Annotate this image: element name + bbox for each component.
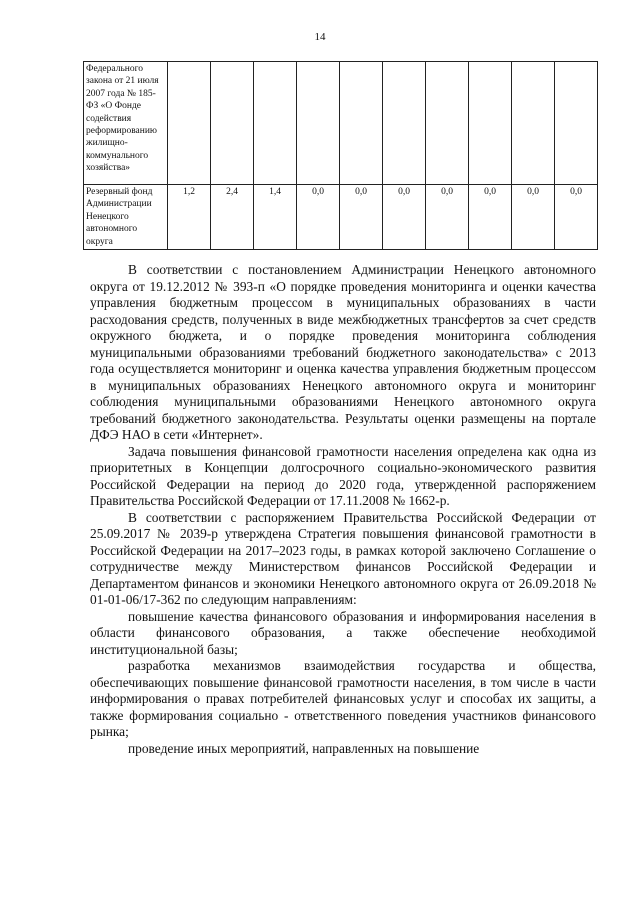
table-cell: [254, 62, 297, 185]
table-cell: [469, 62, 512, 185]
table-cell: 1,4: [254, 185, 297, 250]
table-cell: 0,0: [469, 185, 512, 250]
body-text: [90, 262, 596, 757]
table-cell: 0,0: [512, 185, 555, 250]
table-cell: 0,0: [426, 185, 469, 250]
table-cell: [555, 62, 598, 185]
table-cell: [168, 62, 211, 185]
table-cell: 0,0: [340, 185, 383, 250]
table-cell: [211, 62, 254, 185]
table-cell: 2,4: [211, 185, 254, 250]
table-cell: 0,0: [555, 185, 598, 250]
budget-table: [83, 61, 598, 250]
list-item: проведение иных мероприятий, направленных на повышение: [128, 740, 480, 756]
table-cell: 0,0: [297, 185, 340, 250]
paragraph: Задача повышения финансовой грамотности населения определена как одна из приоритетных в Концепции долгосрочного социально-экономического развития Российской Федерации на период до 2020 года, утвержденной распоряжением Правительства Российской Федерации от 17.11.2008 № 1662-р.: [90, 443, 596, 508]
paragraph: В соответствии с постановлением Администрации Ненецкого автономного округа от 19.12.2012 № 393-п «О порядке проведения мониторинга и оценки качества управления бюджетным процессом в муниципальных образованиях в части расходования средств, полученных в виде межбюджетных трансфертов за счет средств окружного бюджета, и о порядке проведения мониторинга соблюдения муниципальными образованиями требований бюджетного законодательства» с 2013 года осуществляется мониторинг и оценка качества управления бюджетным процессом в муниципальных образованиях Ненецкого автономного округа и мониторинг соблюдения муниципальными образованиями Ненецкого автономного округа требований бюджетного законодательства. Результаты оценки размещены на портале ДФЭ НАО в сети «Интернет».: [90, 262, 596, 442]
row-label: Федерального закона от 21 июля 2007 года № 185-ФЗ «О Фонде содействия реформированию жилищно-коммунального хозяйства»: [84, 62, 168, 185]
table-cell: [340, 62, 383, 185]
table-row: [84, 185, 598, 250]
table-cell: 1,2: [168, 185, 211, 250]
list-item: повышение качества финансового образования и информирования населения в области финансового образования, а также обеспечение необходимой институциональной базы;: [90, 608, 596, 657]
page-number: 14: [314, 31, 326, 43]
list-item: разработка механизмов взаимодействия государства и общества, обеспечивающих повышение финансовой грамотности населения, в том числе в части информирования о правах потребителей финансовых услуг и способах их защиты, а также формирования социально - ответственного поведения участников финансового рынка;: [90, 658, 596, 739]
row-label: Резервный фонд Администрации Ненецкого автономного округа: [84, 185, 168, 250]
table-cell: [297, 62, 340, 185]
table-row: [84, 62, 598, 185]
table-cell: [426, 62, 469, 185]
table-cell: 0,0: [383, 185, 426, 250]
table-cell: [512, 62, 555, 185]
paragraph: В соответствии с распоряжением Правительства Российской Федерации от 25.09.2017 № 2039-р утверждена Стратегия повышения финансовой грамотности в Российской Федерации на 2017–2023 годы, в рамках которой заключено Соглашение о сотрудничестве между Министерством финансов Российской Федерации и Департаментом финансов и экономики Ненецкого автономного округа от 26.09.2018 № 01-01-06/17-362 по следующим направлениям:: [90, 509, 596, 607]
table-cell: [383, 62, 426, 185]
